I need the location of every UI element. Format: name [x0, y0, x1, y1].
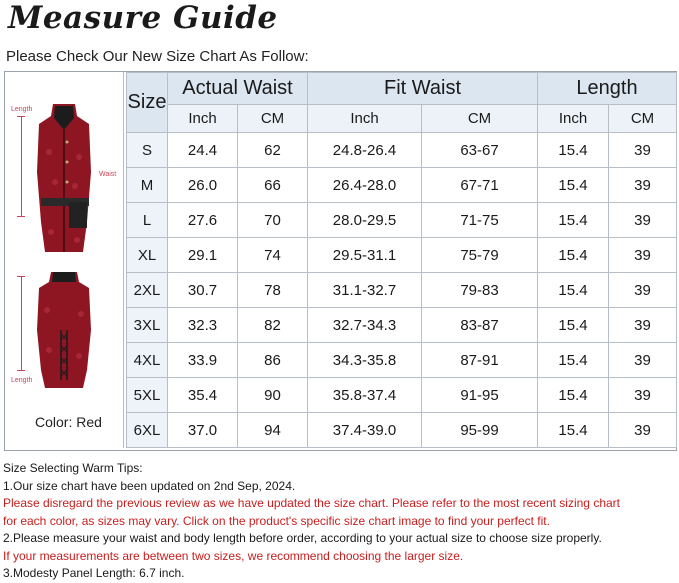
fit-waist-inch: 24.8-26.4	[308, 133, 422, 168]
actual-waist-inch: 35.4	[168, 378, 238, 413]
tip-line-5: If your measurements are between two sizes, we recommend choosing the larger size.	[3, 548, 464, 563]
length-inch: 15.4	[538, 133, 609, 168]
actual-waist-inch: 29.1	[168, 238, 238, 273]
page-title: Measure Guide	[8, 0, 278, 36]
size-cell: L	[127, 203, 168, 238]
size-cell: XL	[127, 238, 168, 273]
corset-front-image	[33, 102, 95, 262]
fit-waist-inch: 35.8-37.4	[308, 378, 422, 413]
unit-header: CM	[238, 105, 308, 133]
tip-line-3: for each color, as sizes may vary. Click on the product's specific size chart image to find your perfect fit.	[3, 513, 550, 528]
fit-waist-inch: 37.4-39.0	[308, 413, 422, 448]
unit-header: CM	[609, 105, 677, 133]
actual-waist-cm: 94	[238, 413, 308, 448]
fit-waist-cm: 83-87	[422, 308, 538, 343]
length-inch: 15.4	[538, 308, 609, 343]
size-cell: 2XL	[127, 273, 168, 308]
tip-line-2: Please disregard the previous review as we have updated the size chart. Please refer to the most recent sizing chart	[3, 496, 620, 510]
unit-header: Inch	[168, 105, 238, 133]
size-tips	[3, 460, 620, 583]
group-header-fit-waist: Fit Waist	[308, 73, 538, 105]
fit-waist-cm: 79-83	[422, 273, 538, 308]
length-measure-line-bottom	[21, 276, 22, 370]
fit-waist-cm: 71-75	[422, 203, 538, 238]
table-row	[127, 203, 677, 238]
fit-waist-cm: 75-79	[422, 238, 538, 273]
fit-waist-cm: 91-95	[422, 378, 538, 413]
actual-waist-inch: 24.4	[168, 133, 238, 168]
table-row	[127, 238, 677, 273]
fit-waist-cm: 95-99	[422, 413, 538, 448]
length-measure-line-top	[21, 116, 22, 216]
fit-waist-inch: 29.5-31.1	[308, 238, 422, 273]
group-header-length: Length	[538, 73, 677, 105]
length-cm: 39	[609, 133, 677, 168]
unit-header: CM	[422, 105, 538, 133]
table-row	[127, 343, 677, 378]
actual-waist-inch: 32.3	[168, 308, 238, 343]
waist-label: Waist	[99, 171, 117, 178]
fit-waist-cm: 67-71	[422, 168, 538, 203]
corset-back-image	[33, 270, 95, 392]
fit-waist-inch: 34.3-35.8	[308, 343, 422, 378]
table-row	[127, 308, 677, 343]
size-cell: M	[127, 168, 168, 203]
length-cm: 39	[609, 413, 677, 448]
actual-waist-inch: 30.7	[168, 273, 238, 308]
length-cm: 39	[609, 203, 677, 238]
size-cell: 3XL	[127, 308, 168, 343]
size-cell: 4XL	[127, 343, 168, 378]
actual-waist-inch: 37.0	[168, 413, 238, 448]
size-cell: S	[127, 133, 168, 168]
size-chart	[4, 71, 677, 451]
length-label-top: Length	[11, 106, 33, 113]
length-inch: 15.4	[538, 238, 609, 273]
unit-header: Inch	[538, 105, 609, 133]
length-cm: 39	[609, 343, 677, 378]
fit-waist-cm: 87-91	[422, 343, 538, 378]
length-inch: 15.4	[538, 273, 609, 308]
length-inch: 15.4	[538, 378, 609, 413]
size-column-header: Size	[127, 73, 168, 133]
length-cm: 39	[609, 273, 677, 308]
fit-waist-cm: 63-67	[422, 133, 538, 168]
table-row	[127, 378, 677, 413]
length-inch: 15.4	[538, 168, 609, 203]
actual-waist-cm: 82	[238, 308, 308, 343]
table-row	[127, 168, 677, 203]
fit-waist-inch: 32.7-34.3	[308, 308, 422, 343]
length-inch: 15.4	[538, 203, 609, 238]
actual-waist-cm: 74	[238, 238, 308, 273]
size-cell: 6XL	[127, 413, 168, 448]
actual-waist-cm: 90	[238, 378, 308, 413]
color-label: Color: Red	[35, 414, 102, 430]
tips-heading: Size Selecting Warm Tips:	[3, 461, 143, 475]
actual-waist-cm: 62	[238, 133, 308, 168]
actual-waist-inch: 26.0	[168, 168, 238, 203]
chart-subtitle: Please Check Our New Size Chart As Follow:	[6, 48, 309, 65]
actual-waist-inch: 33.9	[168, 343, 238, 378]
unit-header: Inch	[308, 105, 422, 133]
length-cm: 39	[609, 308, 677, 343]
fit-waist-inch: 28.0-29.5	[308, 203, 422, 238]
length-cm: 39	[609, 238, 677, 273]
table-row	[127, 133, 677, 168]
actual-waist-cm: 78	[238, 273, 308, 308]
product-image-panel	[5, 72, 124, 448]
tip-line-1: 1.Our size chart have been updated on 2nd Sep, 2024.	[3, 478, 296, 493]
size-cell: 5XL	[127, 378, 168, 413]
tip-line-6: 3.Modesty Panel Length: 6.7 inch.	[3, 566, 185, 580]
length-cm: 39	[609, 168, 677, 203]
actual-waist-cm: 66	[238, 168, 308, 203]
length-inch: 15.4	[538, 413, 609, 448]
actual-waist-cm: 86	[238, 343, 308, 378]
actual-waist-inch: 27.6	[168, 203, 238, 238]
length-label-bottom: Length	[11, 377, 33, 384]
group-header-actual-waist: Actual Waist	[168, 73, 308, 105]
table-row	[127, 273, 677, 308]
fit-waist-inch: 26.4-28.0	[308, 168, 422, 203]
length-inch: 15.4	[538, 343, 609, 378]
size-table	[126, 72, 677, 448]
actual-waist-cm: 70	[238, 203, 308, 238]
fit-waist-inch: 31.1-32.7	[308, 273, 422, 308]
tip-line-4: 2.Please measure your waist and body length before order, according to your actual size to choose size properly.	[3, 531, 602, 545]
length-cm: 39	[609, 378, 677, 413]
table-row	[127, 413, 677, 448]
